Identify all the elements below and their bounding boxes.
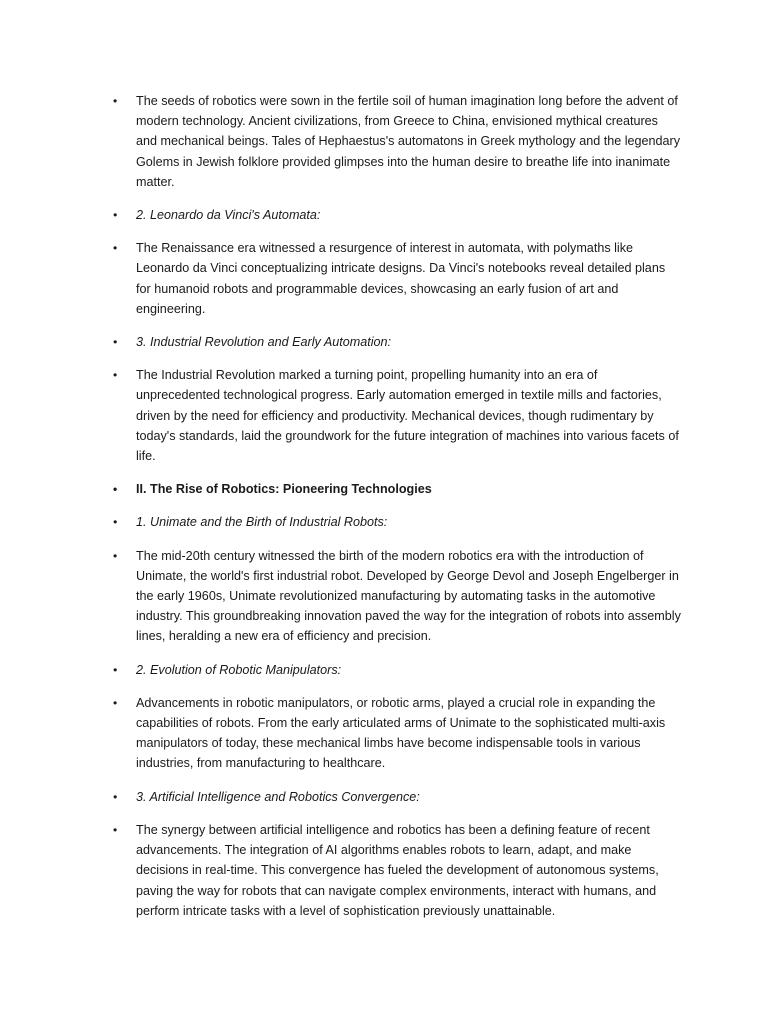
paragraph-text: The synergy between artificial intelligence and robotics has been a defining feature of recent advancements. The integration of AI algorithms enables robots to learn, adapt, and make decisions in real-time. This convergence has fueled the development of autonomous systems, paving the way for robots that can navigate complex environments, interact with humans, and perform intricate tasks with a level of sophistication previously unattainable. bbox=[136, 822, 659, 918]
list-item bbox=[0, 91, 768, 192]
bullet-icon: • bbox=[113, 695, 118, 710]
list-item bbox=[0, 479, 768, 499]
bullet-icon: • bbox=[113, 482, 118, 497]
list-item bbox=[0, 512, 768, 532]
bullet-icon: • bbox=[113, 94, 118, 108]
subheading-text: 2. Leonardo da Vinci's Automata: bbox=[136, 208, 321, 223]
list-item bbox=[0, 238, 768, 319]
list-item bbox=[0, 205, 768, 225]
list-item bbox=[0, 820, 768, 921]
list-item bbox=[0, 660, 768, 680]
paragraph-text: The Renaissance era witnessed a resurgence of interest in automata, with polymaths like Leonardo da Vinci conceptualizing intricate designs. Da Vinci's notebooks reveal detailed plans for humanoid robots and programmable devices, showcasing an early fusion of art and engineering. bbox=[136, 241, 666, 316]
list-item bbox=[0, 787, 768, 807]
bullet-icon: • bbox=[113, 548, 118, 563]
paragraph-text: Advancements in robotic manipulators, or robotic arms, played a crucial role in expanding the capabilities of robots. From the early articulated arms of Unimate to the sophisticated multi-axis manipulators of today, these mechanical limbs have become indispensable tools in various industries, from manufacturing to healthcare. bbox=[136, 695, 666, 771]
subheading-text: 1. Unimate and the Birth of Industrial Robots: bbox=[136, 515, 388, 530]
list-item bbox=[0, 693, 768, 774]
bullet-icon: • bbox=[113, 208, 118, 223]
paragraph-text: The Industrial Revolution marked a turning point, propelling humanity into an era of unprecedented technological progress. Early automation emerged in textile mills and factories, driven by the need for efficiency and productivity. Mechanical devices, though rudimentary by today's standards, laid the groundwork for the future integration of machines into various facets of life. bbox=[136, 368, 679, 464]
bullet-icon: • bbox=[113, 515, 118, 530]
bullet-icon: • bbox=[113, 822, 118, 837]
list-item bbox=[0, 365, 768, 466]
subheading-text: 2. Evolution of Robotic Manipulators: bbox=[136, 662, 342, 677]
paragraph-text: The seeds of robotics were sown in the fertile soil of human imagination long before the advent of modern technology. Ancient civilizations, from Greece to China, envisioned mythical creatures and mechanical beings. Tales of Hephaestus's automatons in Greek mythology and the legendary Golems in Jewish folklore provided glimpses into the human desire to breathe life into inanimate matter. bbox=[136, 94, 681, 189]
section-heading: II. The Rise of Robotics: Pioneering Technologies bbox=[136, 482, 432, 497]
bullet-icon: • bbox=[113, 241, 118, 256]
list-item bbox=[0, 332, 768, 352]
bullet-icon: • bbox=[113, 368, 118, 383]
subheading-text: 3. Industrial Revolution and Early Automation: bbox=[136, 335, 392, 350]
bullet-icon: • bbox=[113, 662, 118, 677]
list-item bbox=[0, 546, 768, 647]
subheading-text: 3. Artificial Intelligence and Robotics Convergence: bbox=[136, 789, 420, 804]
bullet-icon: • bbox=[113, 335, 118, 350]
paragraph-text: The mid-20th century witnessed the birth of the modern robotics era with the introduction of Unimate, the world's first industrial robot. Developed by George Devol and Joseph Engelberger in the early 1960s, Unimate revolutionized manufacturing by automating tasks in the automotive industry. This groundbreaking innovation paved the way for the integration of robots into assembly lines, heralding a new era of efficiency and precision. bbox=[136, 548, 681, 644]
bullet-list bbox=[0, 91, 768, 934]
bullet-icon: • bbox=[113, 789, 118, 804]
